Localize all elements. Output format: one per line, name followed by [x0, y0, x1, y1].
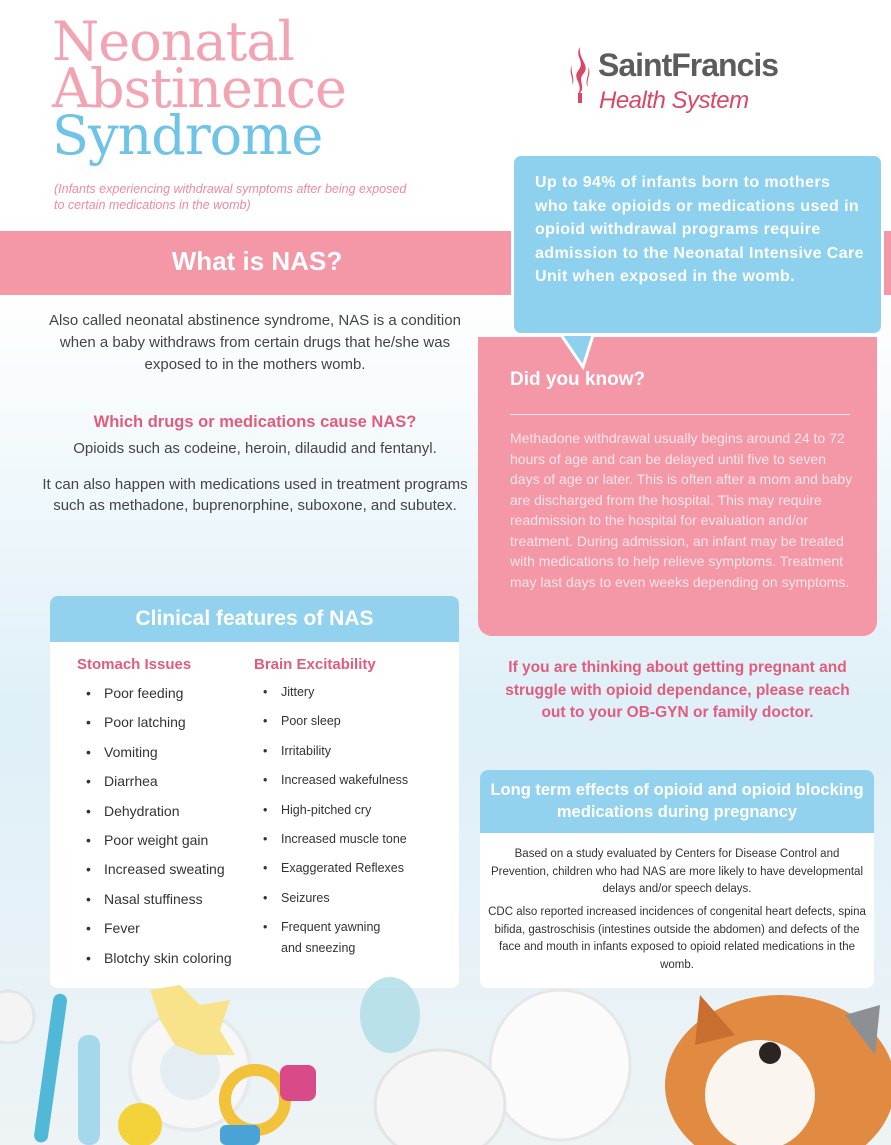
clinical-features-card	[50, 596, 459, 988]
divider	[510, 414, 850, 415]
title-line-2: Abstinence	[52, 57, 346, 120]
list-item: • Poor latching	[86, 714, 232, 743]
list-item: • High-pitched cry	[263, 803, 443, 832]
stomach-issues-heading: Stomach Issues	[77, 656, 192, 673]
title-line-1: Neonatal	[52, 10, 294, 73]
flame-logo-icon	[566, 45, 594, 103]
list-item: • Poor sleep	[263, 714, 443, 743]
list-item: • Poor weight gain	[86, 832, 232, 861]
list-item	[263, 917, 443, 959]
list-item: • Vomiting	[86, 744, 232, 773]
call-to-action: If you are thinking about getting pregnant and struggle with opioid dependance, please reach out to your OB-GYN or family doctor.	[505, 659, 850, 721]
list-item: • Increased sweating	[86, 861, 232, 890]
logo-name: SaintFrancis	[598, 47, 779, 83]
long-term-effects-heading: Long term effects of opioid and opioid blocking medications during pregnancy	[480, 770, 874, 833]
did-you-know-panel	[478, 337, 877, 636]
list-item: • Exaggerated Reflexes	[263, 861, 443, 890]
brain-excitability-list	[263, 685, 443, 959]
list-item: • Diarrhea	[86, 773, 232, 802]
long-term-paragraph-1: Based on a study evaluated by Centers for Disease Control and Prevention, children who had NAS are more likely to have developmental delays and/or speech delays.	[490, 848, 864, 895]
list-item-line-2: and sneezing	[281, 941, 356, 956]
drugs-heading: Which drugs or medications cause NAS?	[93, 413, 417, 431]
list-item: • Irritability	[263, 744, 443, 773]
statistic-callout: Up to 94% of infants born to mothers who take opioids or medications used in opioid withdrawal programs require admission to the Neonatal Intensive Care Unit when exposed in the womb.	[511, 153, 884, 336]
page-subtitle: (Infants experiencing withdrawal symptoms after being exposed to certain medications in the womb)	[54, 182, 407, 212]
list-item: • Poor feeding	[86, 685, 232, 714]
list-item: • Dehydration	[86, 803, 232, 832]
logo-subtitle: Health System	[599, 87, 749, 114]
drugs-paragraph-2: It can also happen with medications used in treatment programs such as methadone, buprenorphine, suboxone, and subutex.	[42, 476, 468, 514]
what-is-nas-heading: What is NAS?	[171, 246, 343, 276]
list-item: • Fever	[86, 920, 232, 949]
stomach-issues-list	[86, 685, 232, 979]
long-term-paragraph-2: CDC also reported increased incidences of congenital heart defects, spina bifida, gastroschisis (intestines outside the abdomen) and defects of the face and mouth in infants exposed to opioid related medications in the womb.	[488, 906, 866, 971]
page-title	[52, 10, 346, 167]
list-item: • Nasal stuffiness	[86, 891, 232, 920]
long-term-effects-card	[480, 770, 874, 988]
list-item: • Increased muscle tone	[263, 832, 443, 861]
list-item: • Seizures	[263, 891, 443, 920]
list-item: • Jittery	[263, 685, 443, 714]
did-you-know-heading: Did you know?	[510, 369, 646, 390]
title-line-3: Syndrome	[52, 104, 323, 167]
list-item: • Blotchy skin coloring	[86, 950, 232, 979]
baby-items-photo	[0, 975, 891, 1145]
what-is-nas-body: Also called neonatal abstinence syndrome, NAS is a condition when a baby withdraws from certain drugs that he/she was exposed to in the mothers womb.	[49, 312, 461, 373]
clinical-features-heading: Clinical features of NAS	[50, 596, 459, 642]
brain-excitability-heading: Brain Excitability	[254, 656, 376, 673]
drugs-paragraph-1: Opioids such as codeine, heroin, dilaudid and fentanyl.	[73, 440, 437, 457]
did-you-know-body: Methadone withdrawal usually begins around 24 to 72 hours of age and can be delayed until five to seven days of age or later. This is often after a mom and baby are discharged from the hospital. This may require readmission to the hospital for evaluation and/or treatment. During admission, an infant may be treated with medications to help relieve symptoms. Treatment may last days to even weeks depending on symptoms.	[510, 430, 853, 590]
list-item: • Increased wakefulness	[263, 773, 443, 802]
list-item-line-1: Frequent yawning	[281, 920, 381, 935]
